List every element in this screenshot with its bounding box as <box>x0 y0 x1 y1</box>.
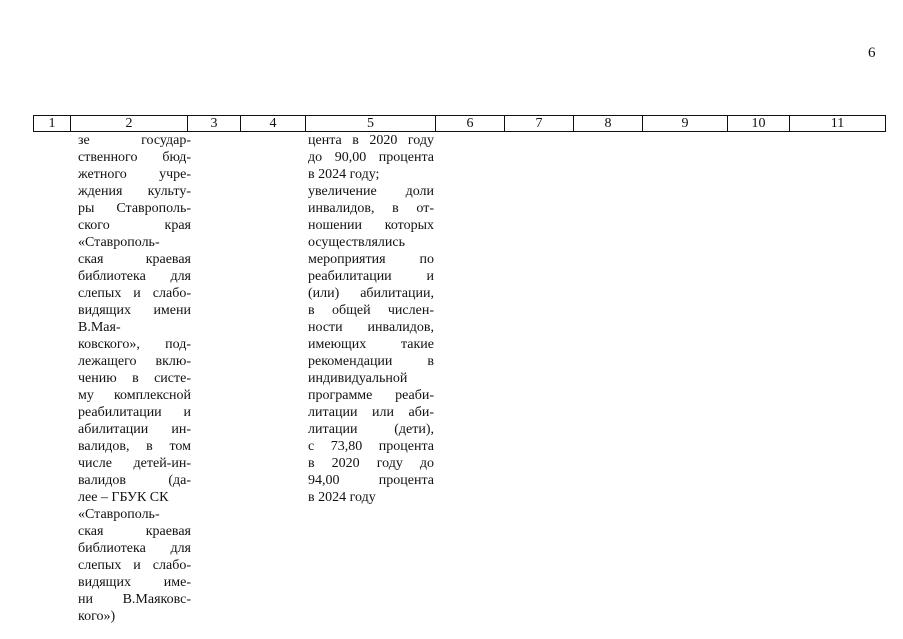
text-line: ская краевая <box>78 252 191 267</box>
text-line: числе детей-ин- <box>78 456 191 471</box>
header-cell-6: 6 <box>436 116 505 132</box>
text-line: рекомендации в <box>308 354 434 369</box>
page-number: 6 <box>868 45 876 61</box>
text-line: видящих име- <box>78 575 191 590</box>
text-line: ская краевая <box>78 524 191 539</box>
text-line: валидов, в том <box>78 439 191 454</box>
text-line: увеличение доли <box>308 184 434 199</box>
text-line: ского края <box>78 218 191 233</box>
text-line: до 90,00 процента <box>308 150 434 165</box>
text-line: му комплексной <box>78 388 191 403</box>
text-line: литации (дети), <box>308 422 434 437</box>
header-cell-9: 9 <box>643 116 728 132</box>
text-line: лежащего вклю- <box>78 354 191 369</box>
text-line: библиотека для <box>78 541 191 556</box>
text-line: реабилитации и <box>308 269 434 284</box>
table <box>33 115 886 132</box>
header-cell-1: 1 <box>34 116 71 132</box>
text-line: литации или аби- <box>308 405 434 420</box>
text-line: ношении которых <box>308 218 434 233</box>
text-line: библиотека для <box>78 269 191 284</box>
header-cell-11: 11 <box>790 116 886 132</box>
text-line: в 2020 году до <box>308 456 434 471</box>
text-line: «Ставрополь- <box>78 507 160 522</box>
text-line: с 73,80 процента <box>308 439 434 454</box>
header-cell-4: 4 <box>241 116 306 132</box>
header-cell-7: 7 <box>505 116 574 132</box>
table-header <box>33 115 886 132</box>
text-line: В.Мая- <box>78 320 121 335</box>
text-line: цента в 2020 году <box>308 133 434 148</box>
text-line: слепых и слабо- <box>78 558 191 573</box>
header-cell-2: 2 <box>71 116 188 132</box>
text-line: 94,00 процента <box>308 473 434 488</box>
text-line: зе государ- <box>78 133 191 148</box>
text-line: ры Ставрополь- <box>78 201 191 216</box>
text-line: в 2024 году <box>308 490 376 505</box>
column-5-text <box>308 132 434 506</box>
column-2-text <box>78 132 191 625</box>
text-line: ственного бюд- <box>78 150 191 165</box>
text-line: валидов (да- <box>78 473 191 488</box>
text-line: имеющих такие <box>308 337 434 352</box>
header-cell-8: 8 <box>574 116 643 132</box>
text-line: в 2024 году; <box>308 167 380 182</box>
text-line: ковского», под- <box>78 337 191 352</box>
header-cell-5: 5 <box>306 116 436 132</box>
text-line: жетного учре- <box>78 167 191 182</box>
text-line: осуществлялись <box>308 235 405 250</box>
text-line: слепых и слабо- <box>78 286 191 301</box>
text-line: (или) абилитации, <box>308 286 434 301</box>
text-line: кого») <box>78 609 116 624</box>
text-line: «Ставрополь- <box>78 235 160 250</box>
text-line: чению в систе- <box>78 371 191 386</box>
text-line: программе реаби- <box>308 388 434 403</box>
text-line: абилитации ин- <box>78 422 191 437</box>
text-line: мероприятия по <box>308 252 434 267</box>
text-line: ни В.Маяковс- <box>78 592 191 607</box>
text-line: реабилитации и <box>78 405 191 420</box>
text-line: инвалидов, в от- <box>308 201 434 216</box>
text-line: видящих имени <box>78 303 191 318</box>
text-line: ности инвалидов, <box>308 320 434 335</box>
header-cell-10: 10 <box>728 116 790 132</box>
text-line: индивидуальной <box>308 371 408 386</box>
text-line: лее – ГБУК СК <box>78 490 169 505</box>
header-cell-3: 3 <box>188 116 241 132</box>
text-line: в общей числен- <box>308 303 434 318</box>
text-line: ждения культу- <box>78 184 191 199</box>
